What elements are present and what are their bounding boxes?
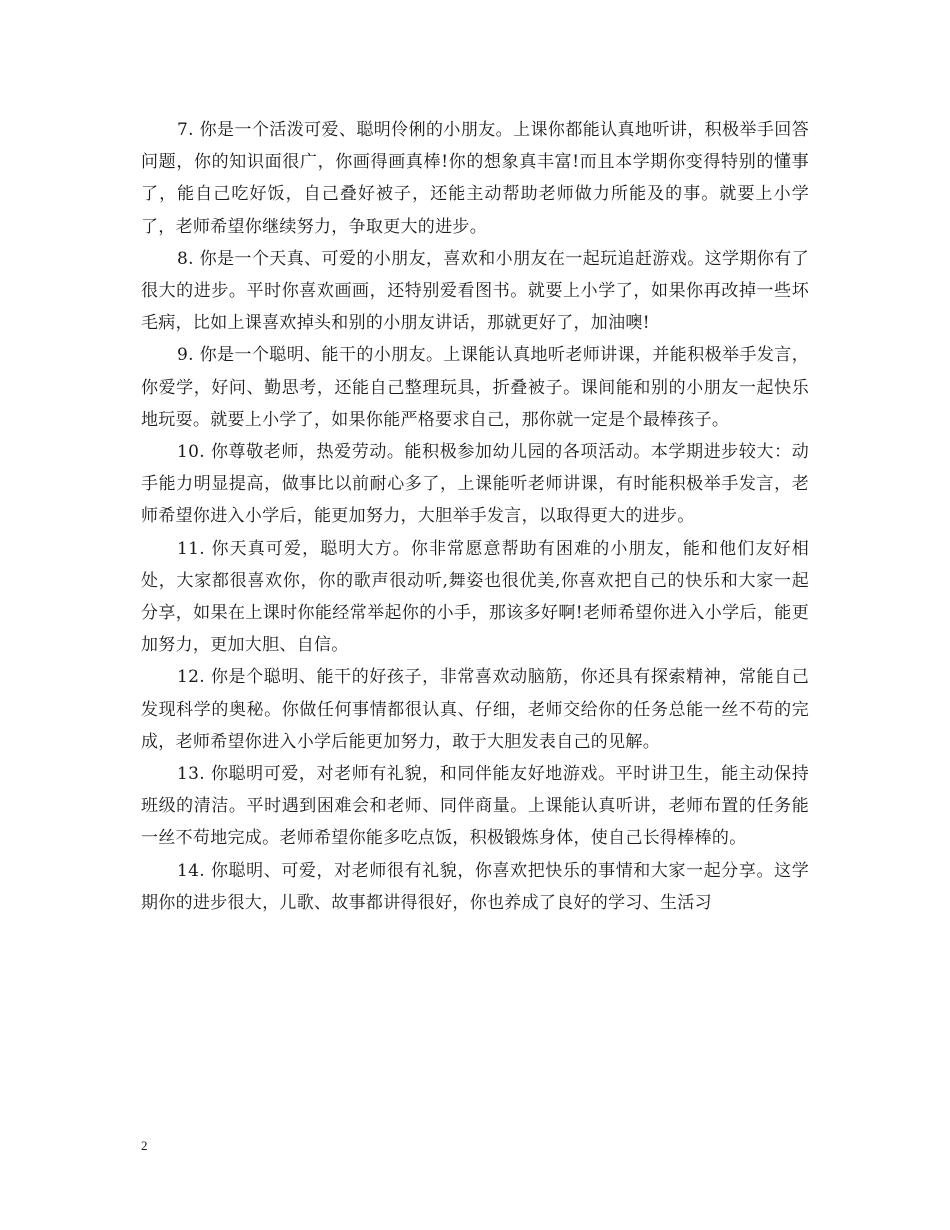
paragraph-10: 10. 你尊敬老师，热爱劳动。能积极参加幼儿园的各项活动。本学期进步较大：动手能力明显提高，做事比以前耐心多了，上课能听老师讲课，有时能积极举手发言，老师希望你进入小学后，能更加努力，大胆举手发言，以取得更大的进步。: [141, 442, 809, 527]
document-body: [141, 114, 809, 919]
paragraph-9: 9. 你是一个聪明、能干的小朋友。上课能认真地听老师讲课，并能积极举手发言，你爱学，好问、勤思考，还能自己整理玩具，折叠被子。课间能和别的小朋友一起快乐地玩耍。就要上小学了，如果你能严格要求自己，那你就一定是个最棒孩子。: [141, 345, 809, 430]
page-number: 2: [141, 1138, 148, 1153]
paragraph-7: 7. 你是一个活泼可爱、聪明伶俐的小朋友。上课你都能认真地听讲，积极举手回答问题，你的知识面很广，你画得画真棒!你的想象真丰富!而且本学期你变得特别的懂事了，能自己吃好饭，自己叠好被子，还能主动帮助老师做力所能及的事。就要上小学了，老师希望你继续努力，争取更大的进步。: [141, 120, 809, 237]
paragraph-8: 8. 你是一个天真、可爱的小朋友，喜欢和小朋友在一起玩追赶游戏。这学期你有了很大的进步。平时你喜欢画画，还特别爱看图书。就要上小学了，如果你再改掉一些坏毛病，比如上课喜欢掉头和别的小朋友讲话，那就更好了，加油噢!: [141, 248, 809, 334]
paragraph-12: 12. 你是个聪明、能干的好孩子，非常喜欢动脑筋，你还具有探索精神，常能自己发现科学的奥秘。你做任何事情都很认真、仔细，老师交给你的任务总能一丝不苟的完成，老师希望你进入小学后能更加努力，敢于大胆发表自己的见解。: [141, 667, 809, 752]
paragraph-11: 11. 你天真可爱，聪明大方。你非常愿意帮助有困难的小朋友，能和他们友好相处，大家都很喜欢你，你的歌声很动听,舞姿也很优美,你喜欢把自己的快乐和大家一起分享，如果在上课时你能经常举起你的小手，那该多好啊!老师希望你进入小学后，能更加努力，更加大胆、自信。: [141, 538, 809, 656]
paragraph-14: 14. 你聪明、可爱，对老师很有礼貌，你喜欢把快乐的事情和大家一起分享。这学期你的进步很大，儿歌、故事都讲得很好，你也养成了良好的学习、生活习: [141, 860, 809, 913]
paragraph-13: 13. 你聪明可爱，对老师有礼貌，和同伴能友好地游戏。平时讲卫生，能主动保持班级的清洁。平时遇到困难会和老师、同伴商量。上课能认真听讲，老师布置的任务能一丝不苟地完成。老师希望你能多吃点饭，积极锻炼身体，使自己长得棒棒的。: [141, 764, 809, 849]
